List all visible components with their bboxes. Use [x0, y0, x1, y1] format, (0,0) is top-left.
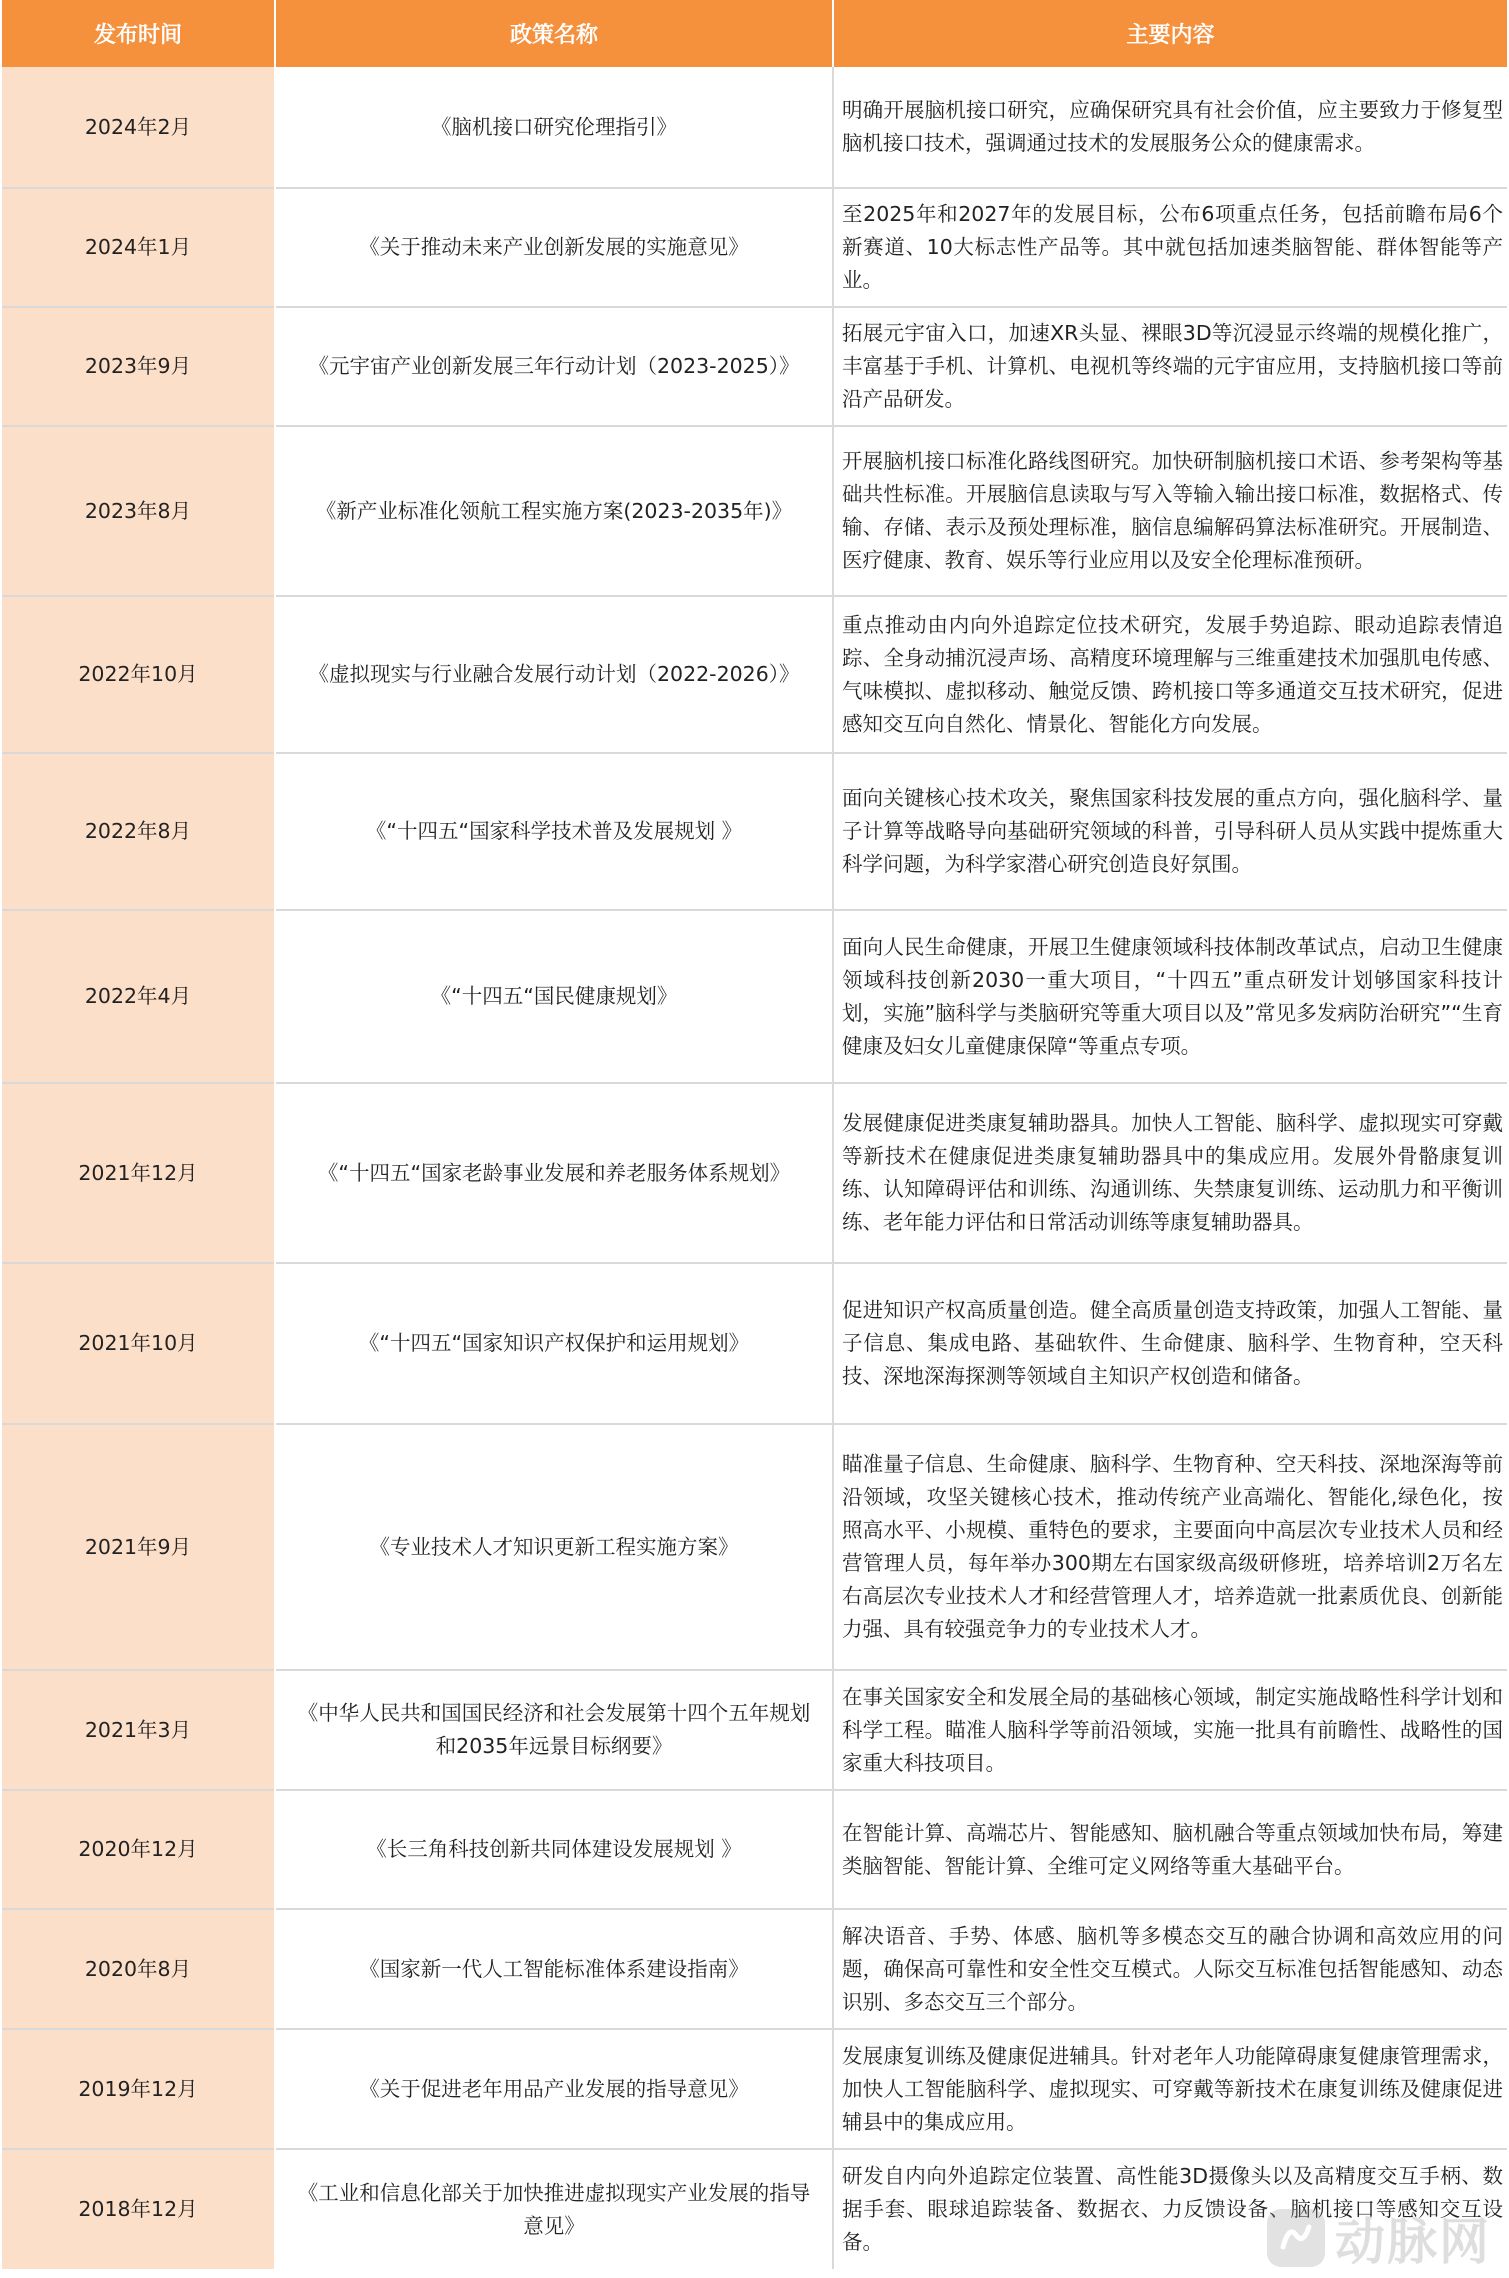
- policy-name-cell: 《关于推动未来产业创新发展的实施意见》: [275, 188, 833, 307]
- main-content-cell: 瞄准量子信息、生命健康、脑科学、生物育种、空天科技、深地深海等前沿领域，攻坚关键核心技术，推动传统产业高端化、智能化,绿色化，按照高水平、小规模、重特色的要求，主要面向中高层次专业技术人员和经营管理人员，每年举办300期左右国家级高级研修班，培养培训2万名左右高层次专业技术人才和经营管理人才，培养造就一批素质优良、创新能力强、具有较强竞争力的专业技术人才。: [833, 1424, 1507, 1670]
- main-content-cell: 发展康复训练及健康促进辅具。针对老年人功能障碍康复健康管理需求，加快人工智能脑科学、虚拟现实、可穿戴等新技术在康复训练及健康促进辅县中的集成应用。: [833, 2029, 1507, 2149]
- main-content-cell: 至2025年和2027年的发展目标，公布6项重点任务，包括前瞻布局6个新赛道、10大标志性产品等。其中就包括加速类脑智能、群体智能等产业。: [833, 188, 1507, 307]
- policy-name-cell: 《工业和信息化部关于加快推进虚拟现实产业发展的指导意见》: [275, 2149, 833, 2269]
- release-date-cell: 2021年3月: [2, 1670, 275, 1790]
- policy-name-cell: 《元宇宙产业创新发展三年行动计划（2023-2025）》: [275, 307, 833, 426]
- main-content-cell: 拓展元宇宙入口，加速XR头显、裸眼3D等沉浸显示终端的规模化推广，丰富基于手机、计算机、电视机等终端的元宇宙应用，支持脑机接口等前沿产品研发。: [833, 307, 1507, 426]
- table-row: [2, 307, 1507, 426]
- release-date-cell: 2022年8月: [2, 753, 275, 910]
- policy-name-cell: 《关于促进老年用品产业发展的指导意见》: [275, 2029, 833, 2149]
- main-content-cell: 促进知识产权高质量创造。健全高质量创造支持政策，加强人工智能、量子信息、集成电路、基础软件、生命健康、脑科学、生物育种，空天科技、深地深海探测等领域自主知识产权创造和储备。: [833, 1263, 1507, 1424]
- column-header-policy-name: 政策名称: [275, 0, 833, 67]
- release-date-cell: 2024年1月: [2, 188, 275, 307]
- policy-name-cell: 《新产业标准化领航工程实施方案(2023-2035年)》: [275, 426, 833, 596]
- release-date-cell: 2023年9月: [2, 307, 275, 426]
- policy-name-cell: 《专业技术人才知识更新工程实施方案》: [275, 1424, 833, 1670]
- release-date-cell: 2022年10月: [2, 596, 275, 753]
- policy-name-cell: 《“十四五“国家知识产权保护和运用规划》: [275, 1263, 833, 1424]
- release-date-cell: 2022年4月: [2, 910, 275, 1083]
- table-row: [2, 1790, 1507, 1909]
- policy-name-cell: 《“十四五“国民健康规划》: [275, 910, 833, 1083]
- table-row: [2, 426, 1507, 596]
- main-content-cell: 在事关国家安全和发展全局的基础核心领域，制定实施战略性科学计划和科学工程。瞄准人脑科学等前沿领域，实施一批具有前瞻性、战略性的国家重大科技项目。: [833, 1670, 1507, 1790]
- main-content-cell: 解决语音、手势、体感、脑机等多模态交互的融合协调和高效应用的问题，确保高可靠性和安全性交互模式。人际交互标准包括智能感知、动态识别、多态交互三个部分。: [833, 1909, 1507, 2029]
- main-content-cell: 在智能计算、高端芯片、智能感知、脑机融合等重点领域加快布局，筹建类脑智能、智能计算、全维可定义网络等重大基础平台。: [833, 1790, 1507, 1909]
- policy-name-cell: 《长三角科技创新共同体建设发展规划 》: [275, 1790, 833, 1909]
- release-date-cell: 2021年10月: [2, 1263, 275, 1424]
- release-date-cell: 2021年9月: [2, 1424, 275, 1670]
- table-row: [2, 67, 1507, 188]
- release-date-cell: 2020年12月: [2, 1790, 275, 1909]
- table-row: [2, 1083, 1507, 1263]
- main-content-cell: 开展脑机接口标准化路线图研究。加快研制脑机接口术语、参考架构等基础共性标准。开展脑信息读取与写入等输入输出接口标准，数据格式、传输、存储、表示及预处理标准，脑信息编解码算法标准研究。开展制造、医疗健康、教育、娱乐等行业应用以及安全伦理标准预研。: [833, 426, 1507, 596]
- policy-name-cell: 《“十四五“国家科学技术普及发展规划 》: [275, 753, 833, 910]
- table-row: [2, 1263, 1507, 1424]
- main-content-cell: 发展健康促进类康复辅助器具。加快人工智能、脑科学、虚拟现实可穿戴等新技术在健康促进类康复辅助器具中的集成应用。发展外骨骼康复训练、认知障碍评估和训练、沟通训练、失禁康复训练、运动肌力和平衡训练、老年能力评估和日常活动训练等康复辅助器具。: [833, 1083, 1507, 1263]
- column-header-main-content: 主要内容: [833, 0, 1507, 67]
- main-content-cell: 面向人民生命健康，开展卫生健康领域科技体制改革试点，启动卫生健康领域科技创新2030一重大项目，“十四五”重点研发计划够国家科技计划，实施”脑科学与类脑研究等重大项目以及”常见多发病防治研究”“生育健康及妇女儿童健康保障“等重点专项。: [833, 910, 1507, 1083]
- table-header-row: [2, 0, 1507, 67]
- release-date-cell: 2019年12月: [2, 2029, 275, 2149]
- table-row: [2, 2149, 1507, 2269]
- column-header-date: 发布时间: [2, 0, 275, 67]
- main-content-cell: 重点推动由内向外追踪定位技术研究，发展手势追踪、眼动追踪表情追踪、全身动捕沉浸声场、高精度环境理解与三维重建技术加强肌电传感、气味模拟、虚拟移动、触觉反馈、跨机接口等多通道交互技术研究，促进感知交互向自然化、情景化、智能化方向发展。: [833, 596, 1507, 753]
- main-content-cell: 面向关键核心技术攻关，聚焦国家科技发展的重点方向，强化脑科学、量子计算等战略导向基础研究领域的科普，引导科研人员从实践中提炼重大科学问题，为科学家潜心研究创造良好氛围。: [833, 753, 1507, 910]
- policy-name-cell: 《国家新一代人工智能标准体系建设指南》: [275, 1909, 833, 2029]
- release-date-cell: 2020年8月: [2, 1909, 275, 2029]
- table-row: [2, 1909, 1507, 2029]
- policy-name-cell: 《虚拟现实与行业融合发展行动计划（2022-2026）》: [275, 596, 833, 753]
- table-row: [2, 2029, 1507, 2149]
- table-body: [2, 67, 1507, 2269]
- watermark-text: 动脉网: [1335, 2213, 1491, 2271]
- table-row: [2, 188, 1507, 307]
- table-row: [2, 1424, 1507, 1670]
- policy-name-cell: 《中华人民共和国国民经济和社会发展第十四个五年规划和2035年远景目标纲要》: [275, 1670, 833, 1790]
- release-date-cell: 2024年2月: [2, 67, 275, 188]
- release-date-cell: 2021年12月: [2, 1083, 275, 1263]
- release-date-cell: 2018年12月: [2, 2149, 275, 2269]
- table-row: [2, 753, 1507, 910]
- policy-table: [2, 0, 1507, 2269]
- release-date-cell: 2023年8月: [2, 426, 275, 596]
- table-row: [2, 1670, 1507, 1790]
- table-row: [2, 596, 1507, 753]
- main-content-cell: 研发自内向外追踪定位装置、高性能3D摄像头以及高精度交互手柄、数据手套、眼球追踪装备、数据衣、力反馈设备、脑机接口等感知交互设备。: [833, 2149, 1507, 2269]
- policy-name-cell: 《“十四五“国家老龄事业发展和养老服务体系规划》: [275, 1083, 833, 1263]
- main-content-cell: 明确开展脑机接口研究，应确保研究具有社会价值，应主要致力于修复型脑机接口技术，强调通过技术的发展服务公众的健康需求。: [842, 98, 1503, 155]
- table-row: [2, 910, 1507, 1083]
- policy-name-cell: 《脑机接口研究伦理指引》: [275, 67, 833, 188]
